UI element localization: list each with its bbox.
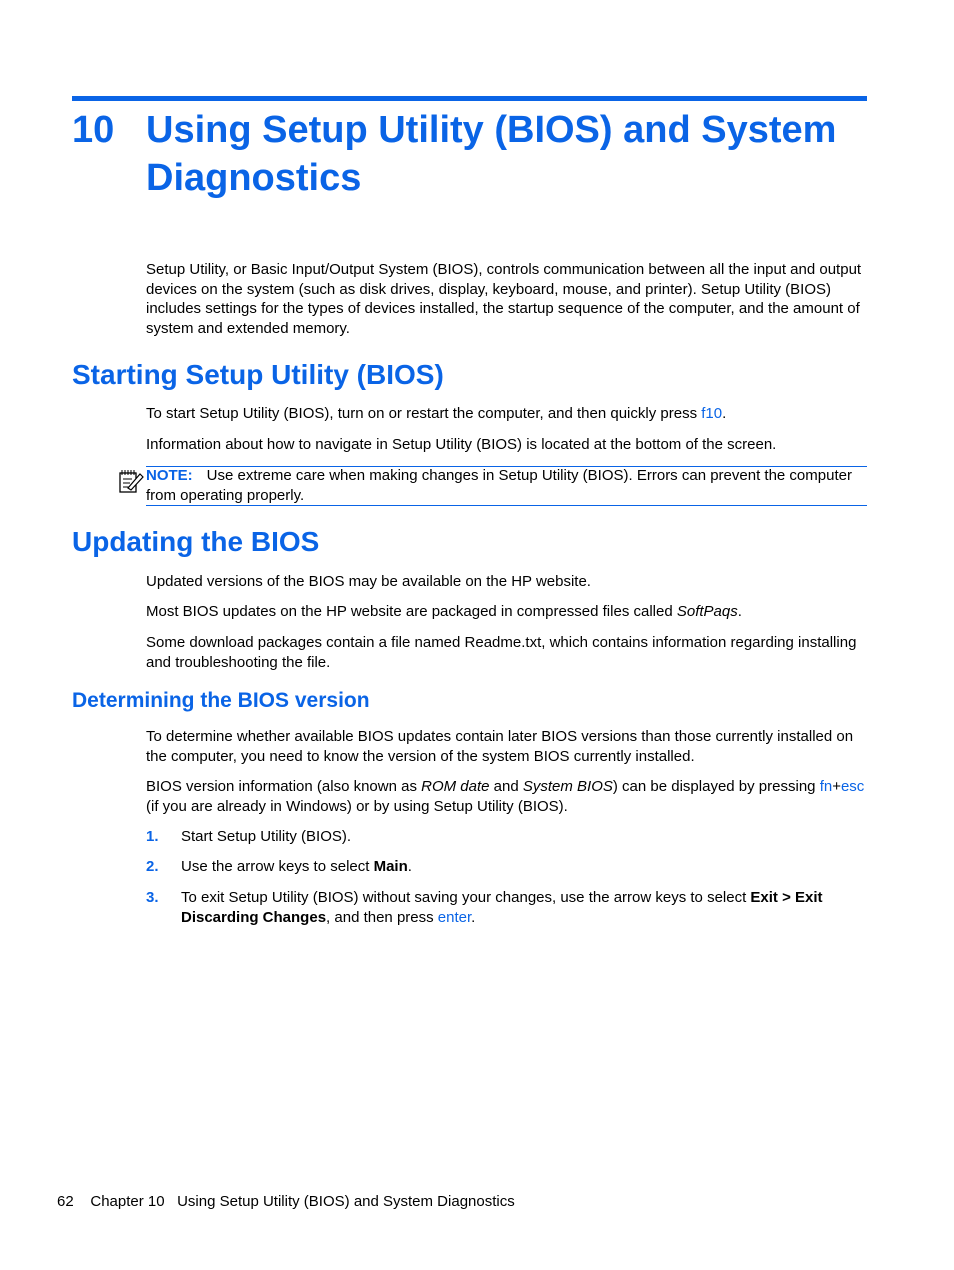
chapter-rule [72,96,867,101]
version-paragraph-2: BIOS version information (also known as ROM date and System BIOS) can be displayed by pressing fn+esc (if you are already in Windows) or by using Setup Utility (BIOS). [146,778,865,815]
update-paragraph-3: Some download packages contain a file named Readme.txt, which contains information regarding installing and troubleshooting the file. [146,634,857,671]
intro-paragraph: Setup Utility, or Basic Input/Output System (BIOS), controls communication between all the input and output devices on the system (such as disk drives, display, keyboard, mouse, and printer). Setup Utility (BIOS) includes settings for the types of devices installed, the startup sequence of the computer, and the amount of system and extended memory. [146,261,862,337]
key-f10: f10 [701,405,723,422]
step-number: 3. [146,889,159,906]
step-text: To exit Setup Utility (BIOS) without saving your changes, use the arrow keys to select Exit > Exit Discarding Changes, and then press enter. [181,889,823,926]
footer-chapter: Chapter 10 [90,1193,165,1210]
step-text: Use the arrow keys to select Main. [181,858,412,875]
step-number: 1. [146,828,159,845]
navigate-paragraph: Information about how to navigate in Setup Utility (BIOS) is located at the bottom of the screen. [146,436,777,453]
step-text: Start Setup Utility (BIOS). [181,828,352,845]
start-paragraph: To start Setup Utility (BIOS), turn on or restart the computer, and then quickly press f10. [146,405,727,422]
footer-title: Using Setup Utility (BIOS) and System Diagnostics [177,1193,515,1210]
key-esc: esc [840,778,865,795]
heading-updating-bios: Updating the BIOS [72,526,320,557]
key-fn: fn [819,778,833,795]
heading-determining-version: Determining the BIOS version [72,689,370,712]
page-number: 62 [57,1193,74,1210]
page-footer [57,1192,515,1212]
version-paragraph-1: To determine whether available BIOS updates contain later BIOS versions than those currently installed on the computer, you need to know the version of the system BIOS currently installed. [146,728,854,765]
key-enter: enter [437,908,472,926]
heading-starting-setup: Starting Setup Utility (BIOS) [72,359,444,390]
note-pencil-icon [118,468,144,494]
note-text: NOTE: Use extreme care when making changes in Setup Utility (BIOS). Errors can prevent the computer from operating properly. [146,467,852,504]
update-paragraph-1: Updated versions of the BIOS may be available on the HP website. [146,573,591,590]
chapter-number: 10 [72,109,115,151]
note-label: NOTE: [146,467,193,484]
update-paragraph-2: Most BIOS updates on the HP website are packaged in compressed files called SoftPaqs. [146,603,742,620]
step-number: 2. [146,858,159,875]
chapter-title: Using Setup Utility (BIOS) and System Diagnostics [146,109,837,199]
